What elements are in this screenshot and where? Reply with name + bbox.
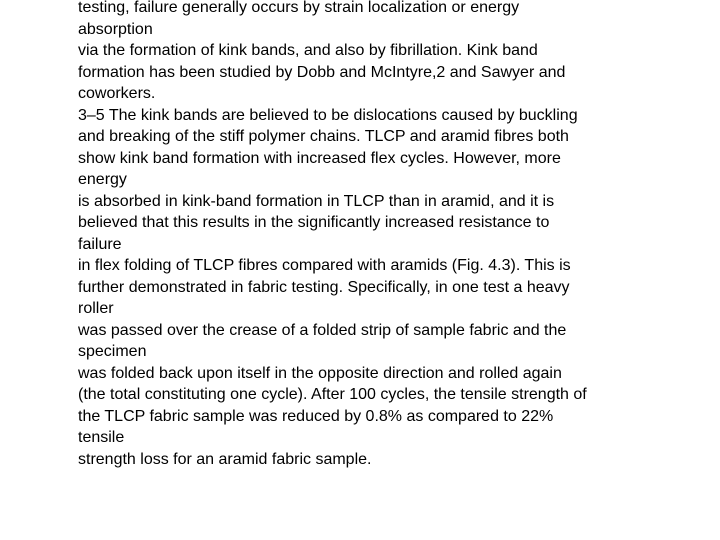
text-line: 3–5 The kink bands are believed to be dislocations caused by buckling — [78, 106, 578, 124]
text-line: (the total constituting one cycle). After 100 cycles, the tensile strength of — [78, 386, 587, 403]
text-line: was passed over the crease of a folded strip of sample fabric and the — [78, 321, 567, 339]
text-line: energy — [78, 171, 127, 188]
text-line: absorption — [78, 20, 153, 38]
text-line: formation has been studied by Dobb and McIntyre,2 and Sawyer and — [78, 63, 566, 81]
text-line: in flex folding of TLCP fibres compared with aramids (Fig. 4.3). This is — [78, 257, 571, 274]
text-line: was folded back upon itself in the opposite direction and rolled again — [78, 364, 562, 382]
text-line: specimen — [78, 343, 147, 360]
text-line: further demonstrated in fabric testing. Specifically, in one test a heavy — [78, 278, 570, 296]
body-text — [78, 0, 678, 470]
text-line: failure — [78, 235, 122, 253]
text-line: show kink band formation with increased flex cycles. However, more — [78, 149, 561, 167]
text-line: roller — [78, 300, 114, 317]
text-line: tensile — [78, 429, 125, 446]
text-line: strength loss for an aramid fabric sample. — [78, 450, 372, 468]
text-line: the TLCP fabric sample was reduced by 0.8% as compared to 22% — [78, 407, 554, 425]
text-line: testing, failure generally occurs by strain localization or energy — [78, 0, 520, 16]
text-line: via the formation of kink bands, and also by fibrillation. Kink band — [78, 42, 538, 59]
text-line: coworkers. — [78, 85, 156, 102]
text-line: and breaking of the stiff polymer chains. TLCP and aramid fibres both — [78, 128, 569, 145]
text-line: believed that this results in the significantly increased resistance to — [78, 214, 550, 231]
text-line: is absorbed in kink-band formation in TLCP than in aramid, and it is — [78, 192, 555, 210]
